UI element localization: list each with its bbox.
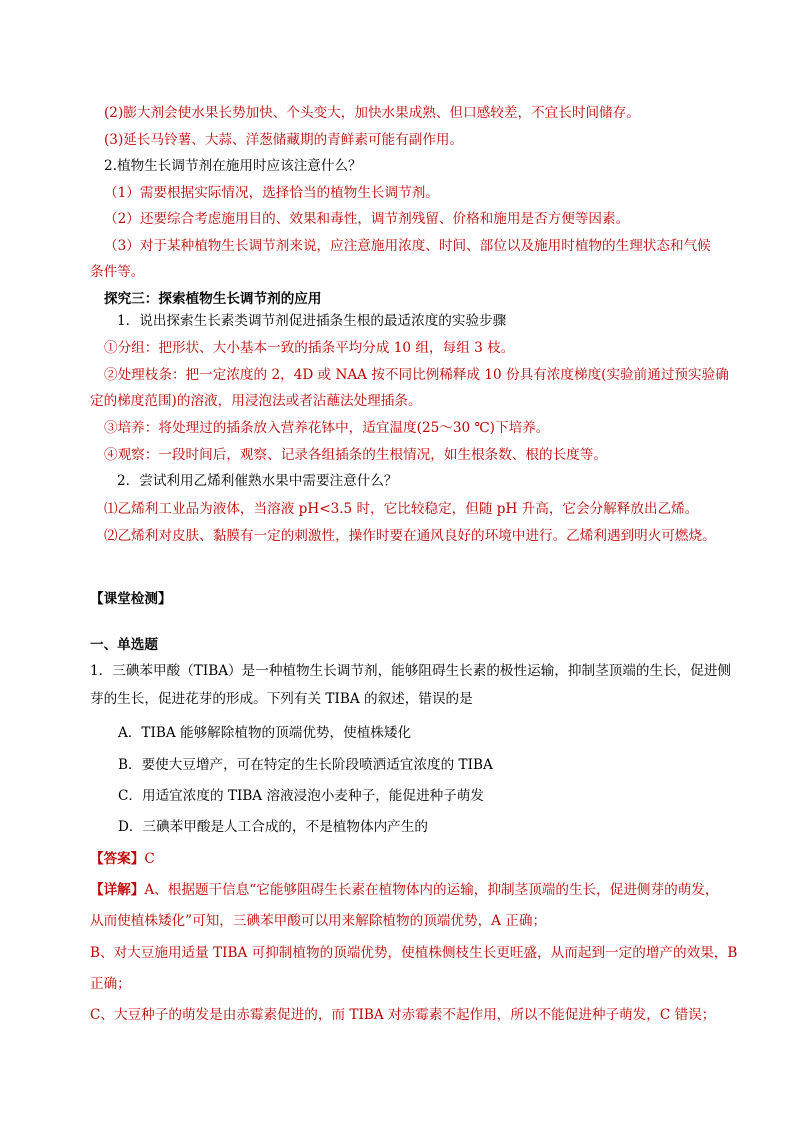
text-line: (3)延长马铃薯、大蒜、洋葱储藏期的青鲜素可能有副作用。 <box>104 132 464 148</box>
detail-line <box>90 881 718 899</box>
detail-text: A、根据题干信息“它能够阻碍生长素在植物体内的运输，抑制茎顶端的生长，促进侧芽的萌发， <box>144 882 719 898</box>
text-line: （1）需要根据实际情况，选择恰当的植物生长调节剂。 <box>104 185 439 201</box>
text-line: (2)膨大剂会使水果长势加快、个头变大，加快水果成熟、但口感较差，不宜长时间储存。 <box>104 105 640 121</box>
detail-line: 正确； <box>90 976 131 992</box>
question-heading: 2．尝试利用乙烯利催熟水果中需要注意什么？ <box>117 473 398 489</box>
answer-value: C <box>144 851 155 867</box>
section-heading: 探究三：探索植物生长调节剂的应用 <box>104 291 322 307</box>
option-b: B．要使大豆增产，可在特定的生长阶段喷洒适宜浓度的 TIBA <box>118 757 493 773</box>
detail-line: 从而使植株矮化”可知，三碘苯甲酸可以用来解除植物的顶端优势，A 正确； <box>90 913 547 929</box>
question-text: 1．三碘苯甲酸（TIBA）是一种植物生长调节剂，能够阻碍生长素的极性运输，抑制茎顶端的生长，促进侧 <box>90 663 732 679</box>
question-heading: 1．说出探索生长素类调节剂促进插条生根的最适浓度的实验步骤 <box>117 313 507 329</box>
question-text: 芽的生长，促进花芽的形成。下列有关 TIBA 的叙述，错误的是 <box>90 691 473 707</box>
text-line: ⑴乙烯利工业品为液体，当溶液 pH<3.5 时，它比较稳定，但随 pH 升高，它会分解释放出乙烯。 <box>104 501 699 517</box>
text-line: ③培养：将处理过的插条放入营养花钵中，适宜温度(25～30 ℃)下培养。 <box>104 420 550 436</box>
text-line: （2）还要综合考虑施用目的、效果和毒性，调节剂残留、价格和施用是否方便等因素。 <box>104 211 630 227</box>
text-line: ⑵乙烯利对皮肤、黏膜有一定的刺激性，操作时要在通风良好的环境中进行。乙烯利遇到明火可燃烧。 <box>104 528 716 544</box>
text-line: ①分组：把形状、大小基本一致的插条平均分成 10 组，每组 3 枝。 <box>104 340 515 356</box>
text-line: 定的梯度范围)的溶液，用浸泡法或者沾蘸法处理插条。 <box>90 393 422 409</box>
detail-line: B、对大豆施用适量 TIBA 可抑制植物的顶端优势，使植株侧枝生长更旺盛，从而起到一定的增产的效果，B <box>90 945 738 961</box>
text-line: ②处理枝条：把一定浓度的 2，4D 或 NAA 按不同比例稀释成 10 份具有浓度梯度(实验前通过预实验确 <box>104 367 729 383</box>
option-d: D．三碘苯甲酸是人工合成的，不是植物体内产生的 <box>118 819 428 835</box>
text-line: （3）对于某种植物生长调节剂来说，应注意施用浓度、时间、部位以及施用时植物的生理状态和气候 <box>104 238 711 254</box>
detail-line: C、大豆种子的萌发是由赤霉素促进的，而 TIBA 对赤霉素不起作用，所以不能促进种子萌发，C 错误； <box>90 1007 716 1023</box>
option-c: C．用适宜浓度的 TIBA 溶液浸泡小麦种子，能促进种子萌发 <box>118 788 484 804</box>
text-line: 条件等。 <box>90 264 145 280</box>
text-line: ④观察：一段时间后，观察、记录各组插条的生根情况，如生根条数、根的长度等。 <box>104 447 607 463</box>
detail-label: 【详解】 <box>90 882 145 898</box>
answer-label: 【答案】 <box>90 851 145 867</box>
question-heading: 2.植物生长调节剂在施用时应该注意什么？ <box>104 158 362 174</box>
section-title: 【课堂检测】 <box>90 591 172 607</box>
answer-line <box>90 850 155 868</box>
part-title: 一、单选题 <box>90 637 158 653</box>
option-a: A．TIBA 能够解除植物的顶端优势，使植株矮化 <box>118 725 412 741</box>
